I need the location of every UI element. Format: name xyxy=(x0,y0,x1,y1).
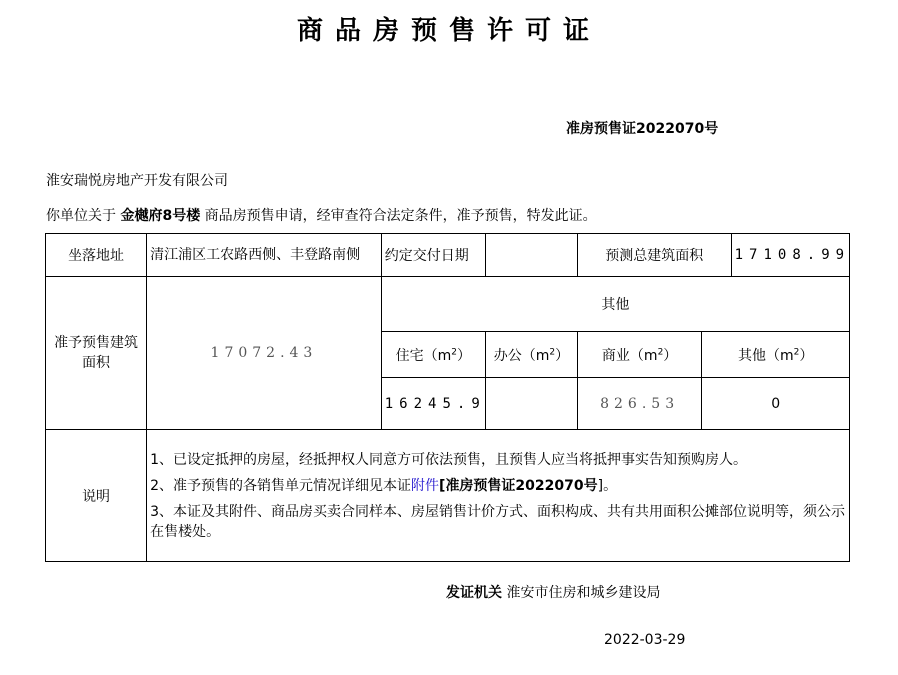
other-header: 其他 xyxy=(381,277,849,332)
page-title: 商品房预售许可证 xyxy=(296,16,601,46)
note-3: 3、本证及其附件、商品房买卖合同样本、房屋销售计价方式、面积构成、共有共用面积公摊部位说明等，须公示在售楼处。 xyxy=(150,503,846,540)
project-name: 金樾府8号楼 xyxy=(120,208,201,224)
delivery-date-label: 约定交付日期 xyxy=(381,234,485,277)
issue-date: 2022-03-29 xyxy=(604,632,686,648)
delivery-date-value xyxy=(485,234,577,277)
location-value: 清江浦区工农路西侧、丰登路南侧 xyxy=(147,234,382,277)
issuer-name: 淮安市住房和城乡建设局 xyxy=(506,585,661,601)
permit-table xyxy=(45,233,850,562)
notice-suffix: 商品房预售申请，经审查符合法定条件，准予预售，特发此证。 xyxy=(204,208,597,224)
note-2: 2、准予预售的各销售单元情况详细见本证附件[准房预售证2022070号]。 xyxy=(150,477,618,494)
forecast-area-value: 17108.99 xyxy=(731,234,849,277)
approved-area-label: 准予预售建筑面积 xyxy=(46,277,147,430)
notice-text xyxy=(46,205,597,225)
office-value xyxy=(485,378,577,430)
col-residential: 住宅$(m^2)$ xyxy=(381,332,485,378)
approved-area-value: 17072.43 xyxy=(147,277,382,430)
col-commercial: 商业$(m^2)$ xyxy=(577,332,701,378)
location-label: 坐落地址 xyxy=(46,234,147,277)
notes-content xyxy=(147,430,850,562)
company-name: 淮安瑞悦房地产开发有限公司 xyxy=(46,173,228,189)
forecast-area-label: 预测总建筑面积 xyxy=(577,234,731,277)
note-1: 1、已设定抵押的房屋，经抵押权人同意方可依法预售，且预售人应当将抵押事实告知预购房人。 xyxy=(150,451,748,468)
notice-prefix: 你单位关于 xyxy=(46,208,116,224)
col-office: 办公$(m^2)$ xyxy=(485,332,577,378)
col-other: 其他$(m^2)$ xyxy=(702,332,850,378)
other-value: 0 xyxy=(702,378,850,430)
commercial-value: 826.53 xyxy=(577,378,701,430)
issuer xyxy=(446,582,660,602)
residential-value: 16245.9 xyxy=(381,378,485,430)
issuer-label: 发证机关 xyxy=(446,585,502,601)
certificate-number: 准房预售证2022070号 xyxy=(566,121,719,137)
attachment-link[interactable]: 附件 xyxy=(411,477,440,494)
notes-label: 说明 xyxy=(46,430,147,562)
